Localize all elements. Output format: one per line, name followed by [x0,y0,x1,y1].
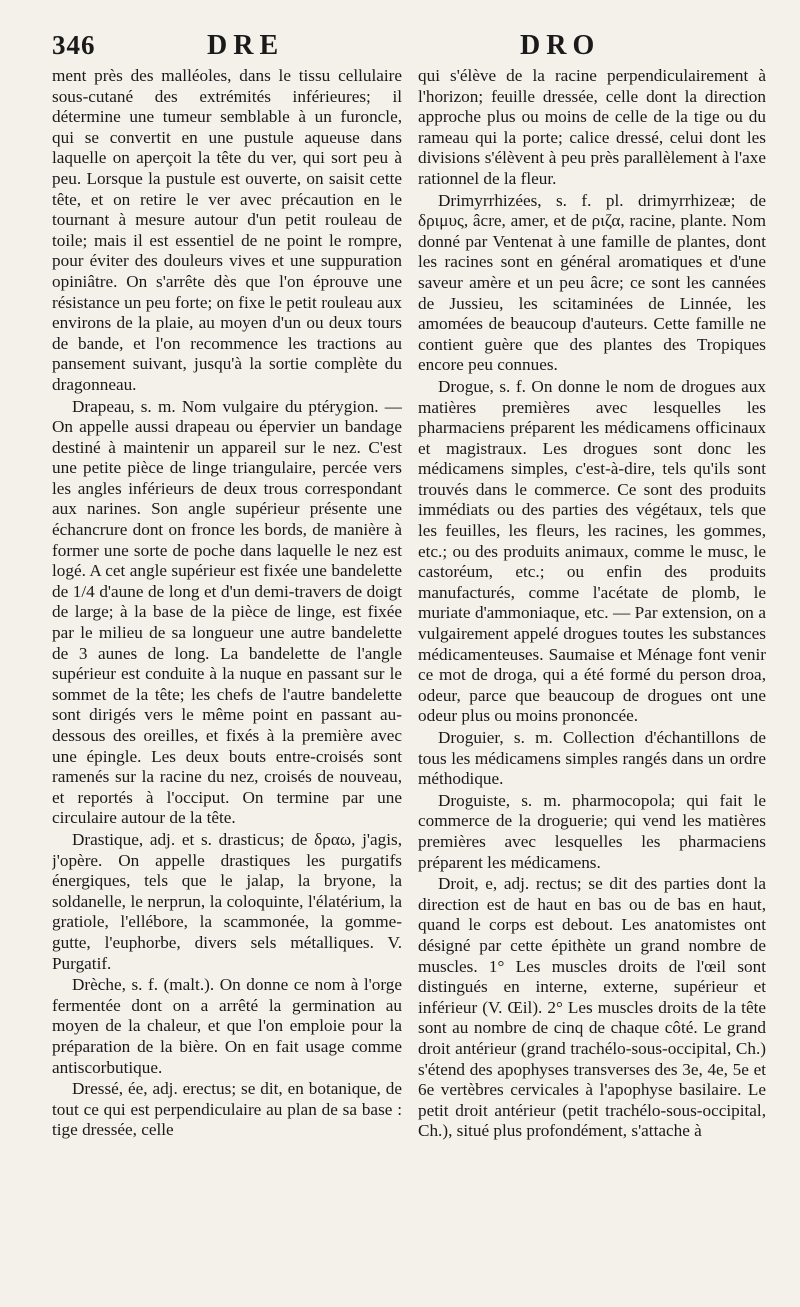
entry-dresse-continued: qui s'élève de la racine perpendiculairement à l'horizon; feuille dressée, celle dont la direction approche plus ou moins de celle de la tige ou du rameau qui la porte; calice dressé, celui dont les divisions s'élèvent à peu près parallèlement à l'axe rationnel de la fleur. [418,66,766,188]
entry-droguier: Droguier, s. m. Collection d'échantillons de tous les médicamens simples rangés dans un ordre méthodique. [418,728,766,789]
entry-dresse: Dressé, ée, adj. erectus; se dit, en botanique, de tout ce qui est perpendiculaire au plan de sa base : tige dressée, celle [52,1079,402,1140]
entry-drapeau: Drapeau, s. m. Nom vulgaire du ptérygion. — On appelle aussi drapeau ou épervier un bandage destiné à maintenir un appareil sur le nez. C'est une petite pièce de linge triangulaire, percée vers les angles inférieurs de deux trous correspondant aux narines. Son angle supérieur présente une échancrure dont on fronce les bords, de manière à former une sorte de poche dans laquelle le nez est logé. A cet angle supérieur est fixée une bandelette de 1/4 d'aune de long et d'un demi-travers de doigt de large; à la base de la pièce de linge, est fixée par le milieu de sa longueur une autre bandelette de 3 aunes de long. La bandelette de l'angle supérieur est conduite à la nuque en passant sur le sommet de la tête; les chefs de l'autre bandelette sont dirigés vers le même point en passant au-dessous des oreilles, et fixés à la première avec une épingle. Les deux bouts entre-croisés sont ramenés sur la racine du nez, croisés de nouveau, et reportés à l'occiput. On termine par une circulaire autour de la tête. [52,396,402,828]
left-running-head: DRE [207,30,285,61]
entry-dreche: Drèche, s. f. (malt.). On donne ce nom à l'orge fermentée dont on a arrêté la germination au moyen de la chaleur, et que l'on emploie pour la préparation de la bière. On en fait usage comme antiscorbutique. [52,975,402,1077]
entry-droit: Droit, e, adj. rectus; se dit des parties dont la direction est de haut en bas ou de bas en haut, quand le corps est debout. Les anatomistes ont désigné par cette épithète un grand nombre de muscles. 1° Les muscles droits de l'œil sont distingués en interne, externe, supérieur et inférieur (V. Œil). 2° Les muscles droits de la tête sont au nombre de cinq de chaque côté. Le grand droit antérieur (grand trachélo-sous-occipital, Ch.) s'étend des apophyses transverses des 3e, 4e, 5e et 6e vertèbres cervicales à l'apophyse basilaire. Le petit droit antérieur (petit trachélo-sous-occipital, Ch.), situé plus profondément, s'attache à [418,874,766,1141]
entry-drimyrrhizees: Drimyrrhizées, s. f. pl. drimyrrhizeæ; de δριμυς, âcre, amer, et de ριζα, racine, plante. Nom donné par Ventenat à une famille de plantes, dont les racines sont en général aromatiques et d'une saveur amère et un peu âcre; ce sont les cannées de Jussieu, les scitaminées de Linnée, les amomées de beaucoup d'auteurs. Cette famille ne contient guère que des plantes des Tropiques encore peu connues. [418,190,766,375]
left-column [52,66,402,1285]
entry-droguiste: Droguiste, s. m. pharmocopola; qui fait le commerce de la droguerie; qui vend les matières premières avec lesquelles les pharmaciens préparent les médicamens. [418,790,766,872]
page-number: 346 [52,30,96,60]
entry-drogue: Drogue, s. f. On donne le nom de drogues aux matières premières avec lesquelles les pharmaciens préparent les médicamens officinaux et magistraux. Les drogues sont donc les médicamens simples, c'est-à-dire, tels qu'ils sont trouvés dans le commerce. Ce sont des produits immédiats ou des parties des végétaux, tels que les feuilles, les fleurs, les racines, les gommes, etc.; ou des produits animaux, comme le musc, le castoréum, etc.; ou enfin des produits manufacturés, comme l'acétate de plomb, le muriate d'ammoniaque, etc. — Par extension, on a vulgairement appelé drogues toutes les substances médicamenteuses. Saumaise et Ménage font venir ce mot de droga, qui a été formé du person droa, odeur, parce que beaucoup de drogues ont une odeur plus ou moins prononcée. [418,376,766,726]
entry-drastique: Drastique, adj. et s. drasticus; de δραω, j'agis, j'opère. On appelle drastiques les purgatifs énergiques, tels que le jalap, la bryone, la soldanelle, le nerprun, la coloquinte, l'élatérium, la gratiole, l'ellébore, la scammonée, la gomme-gutte, l'euphorbe, divers sels métalliques. V. Purgatif. [52,829,402,973]
entry-dragonneau-continued: ment près des malléoles, dans le tissu cellulaire sous-cutané des extrémités inférieures; il détermine une tumeur semblable à un furoncle, qui se convertit en une pustule aqueuse dans laquelle on aperçoit la tête du ver, qui sort peu à peu. Lorsque la pustule est ouverte, on saisit cette tête, et on retire le ver avec précaution en le tournant à mesure autour d'un petit rouleau de toile; mais il est essentiel de ne point le rompre, pour éviter des douleurs vives et une suppuration opiniâtre. On s'arrête dès que l'on éprouve une résistance un peu forte; on fixe le petit rouleau aux environs de la plaie, au moyen d'un ou deux tours de bande, et l'on recommence les tractions au pansement suivant, jusqu'à la sortie complète du dragonneau. [52,66,402,394]
page-header [52,30,772,66]
right-column [418,66,766,1285]
right-running-head: DRO [520,30,601,61]
